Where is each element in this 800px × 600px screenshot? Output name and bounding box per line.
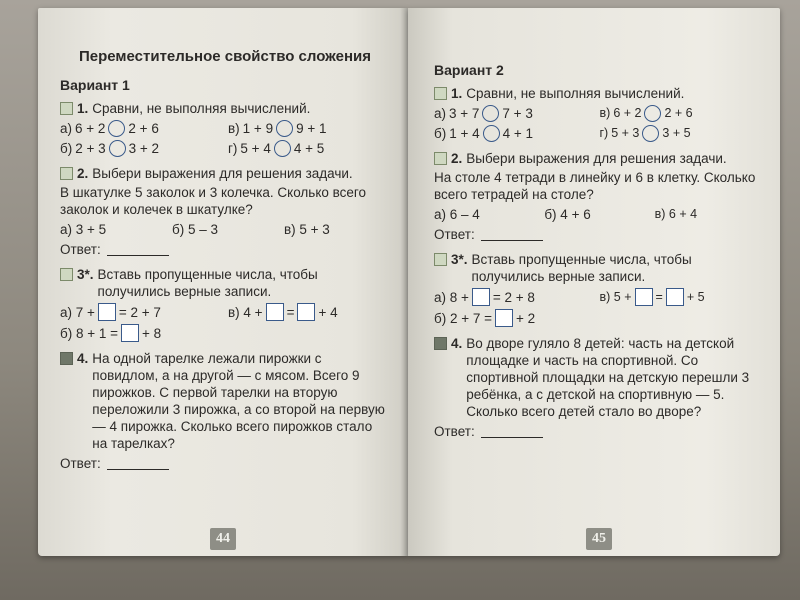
task-1	[60, 100, 390, 157]
compare-item: в) 6 + 2 2 + 6	[599, 106, 693, 120]
compare-item: в) 1 + 9 9 + 1	[228, 121, 327, 136]
checkbox-icon	[434, 253, 447, 266]
checkbox-icon	[60, 352, 73, 365]
options-row	[60, 221, 390, 238]
task-text: Выбери выражения для решения задачи.	[466, 151, 727, 166]
task-number: 1.	[451, 86, 463, 101]
empty-box[interactable]	[297, 303, 315, 321]
compare-circle	[109, 140, 126, 157]
left-page	[38, 8, 408, 556]
answer-blank[interactable]	[481, 228, 543, 241]
task-number: 4.	[77, 351, 89, 366]
right-page	[408, 8, 780, 556]
left-page-content	[60, 48, 390, 480]
compare-row	[60, 140, 390, 157]
task-text: Вставь пропущенные числа, чтобы получились верные записи.	[97, 267, 318, 299]
variant-heading: Вариант 1	[60, 77, 130, 93]
task-number: 1.	[77, 101, 89, 116]
problem-text: В шкатулке 5 заколок и 3 колечка. Сколько всего заколок и колечек в шкатулке?	[60, 185, 367, 217]
option: б) 5 – 3	[172, 222, 219, 237]
task-text: Выбери выражения для решения задачи.	[92, 166, 353, 181]
answer-blank[interactable]	[481, 425, 543, 438]
task-3	[60, 266, 390, 342]
compare-circle	[483, 125, 500, 142]
task-text: Сравни, не выполняя вычислений.	[466, 86, 685, 101]
option: а) 6 – 4	[434, 207, 480, 222]
answer-label: Ответ:	[60, 242, 101, 257]
answer-label: Ответ:	[60, 456, 101, 471]
right-page-content	[434, 62, 759, 448]
checkbox-icon	[60, 167, 73, 180]
empty-box[interactable]	[472, 288, 490, 306]
answer-row	[60, 241, 390, 258]
answer-blank[interactable]	[107, 243, 169, 256]
checkbox-icon	[434, 87, 447, 100]
fill-row: б) 2 + 7 = + 2	[434, 310, 536, 326]
task-2	[60, 165, 390, 258]
empty-box[interactable]	[495, 309, 513, 327]
checkbox-icon	[434, 152, 447, 165]
compare-circle	[642, 125, 659, 142]
empty-box[interactable]	[635, 288, 653, 306]
compare-item: б) 1 + 4 4 + 1	[434, 126, 534, 141]
checkbox-icon	[60, 102, 73, 115]
compare-item: б) 2 + 3 3 + 2	[60, 141, 160, 156]
compare-row	[60, 120, 390, 137]
compare-row	[434, 125, 759, 142]
problem-text: На столе 4 тетради в линейку и 6 в клетку. Сколько всего тетрадей на столе?	[434, 170, 756, 202]
task-4	[60, 350, 390, 472]
page-number: 44	[210, 528, 236, 550]
empty-box[interactable]	[666, 288, 684, 306]
page-title: Переместительное свойство сложения	[79, 48, 371, 65]
task-number: 3*.	[451, 252, 468, 267]
fill-row: а) 8 + = 2 + 8 в) 5 + = + 5	[434, 289, 705, 305]
compare-row	[434, 105, 759, 122]
fill-row: а) 7 + = 2 + 7 в) 4 + = + 4	[60, 304, 338, 320]
task-number: 3*.	[77, 267, 94, 282]
answer-blank[interactable]	[107, 457, 169, 470]
answer-row	[434, 423, 759, 440]
empty-box[interactable]	[98, 303, 116, 321]
answer-row	[60, 455, 390, 472]
task-2	[434, 150, 759, 243]
answer-label: Ответ:	[434, 227, 475, 242]
compare-item: г) 5 + 3 3 + 5	[599, 126, 691, 140]
task-3	[434, 251, 759, 327]
task-text: На одной тарелке лежали пирожки с повидлом, а на другой — с мясом. Всего 9 пирожков. С первой тарелки на вторую переложили 3 пирожка, а со второй на первую — 4 пирожка. Сколько всего пирожков стало на тарелках?	[92, 351, 385, 451]
compare-circle	[276, 120, 293, 137]
page-number: 45	[586, 528, 612, 550]
option: а) 3 + 5	[60, 222, 107, 237]
task-text: Сравни, не выполняя вычислений.	[92, 101, 311, 116]
task-text: Во дворе гуляло 8 детей: часть на детской площадке и часть на спортивной. Со спортивной площадки на детскую перешли 3 ребёнка, а с детской на спортивную — 5. Сколько всего детей стало во дворе?	[466, 336, 750, 419]
task-number: 2.	[77, 166, 89, 181]
compare-circle	[108, 120, 125, 137]
checkbox-icon	[60, 268, 73, 281]
task-number: 2.	[451, 151, 463, 166]
option: б) 4 + 6	[544, 207, 591, 222]
checkbox-icon	[434, 337, 447, 350]
option: в) 6 + 4	[654, 207, 698, 221]
answer-label: Ответ:	[434, 424, 475, 439]
compare-circle	[482, 105, 499, 122]
compare-item: г) 5 + 4 4 + 5	[228, 141, 325, 156]
compare-item: а) 6 + 2 2 + 6	[60, 121, 159, 136]
compare-item: а) 3 + 7 7 + 3	[434, 106, 533, 121]
options-row	[434, 206, 759, 223]
fill-row: б) 8 + 1 = + 8	[60, 325, 162, 341]
compare-circle	[644, 105, 661, 122]
task-text: Вставь пропущенные числа, чтобы получились верные записи.	[471, 252, 692, 284]
option: в) 5 + 3	[284, 222, 330, 237]
compare-circle	[274, 140, 291, 157]
empty-box[interactable]	[121, 324, 139, 342]
task-1	[434, 85, 759, 142]
answer-row	[434, 226, 759, 243]
workbook	[28, 8, 788, 568]
task-4	[434, 335, 759, 440]
task-number: 4.	[451, 336, 463, 351]
empty-box[interactable]	[266, 303, 284, 321]
variant-heading: Вариант 2	[434, 62, 504, 78]
